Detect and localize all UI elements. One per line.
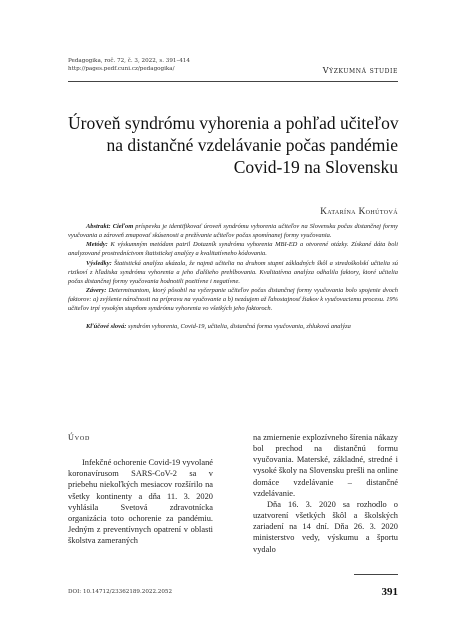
conclusions-label: Závery: — [86, 287, 107, 295]
author-name: Katarína Kohútová — [320, 206, 398, 216]
title-line-3: Covid-19 na Slovensku — [233, 157, 398, 177]
page-header — [68, 57, 398, 87]
page-number: 391 — [381, 586, 398, 598]
journal-url[interactable]: http://pages.pedf.cuni.cz/pedagogika/ — [68, 66, 175, 72]
section-heading-uvod: Úvod — [68, 433, 91, 442]
body-paragraph: Infekčné ochorenie Covid-19 vyvolané koronavírusom SARS-CoV-2 sa v priebehu niekoľkých mesiacov rozšírilo na všetky kontinenty a dňa 11. 3. 2020 vyhlásila Svetová zdravotnícka organizácia toto ochorenie za pandémiu. Jedným z preventívnych opatrení v oblasti školstva zameraných — [68, 458, 213, 546]
header-rule — [68, 81, 398, 82]
abstract-conclusions — [68, 286, 398, 313]
body-column-right — [253, 432, 398, 555]
methods-text: K výskumným metódam patril Dotazník syndrómu vyhorenia MBI-ED a otvorené otázky. Získané dáta boli analyzované prostredníctvom štatistickej analýzy a kvalitatívneho kódovania. — [68, 241, 398, 258]
body-column-left — [68, 432, 213, 546]
keywords-text: syndróm vyhorenia, Covid-19, učitelia, distančná forma vyučovania, zhluková analýza — [126, 322, 351, 330]
abstract-aim — [68, 222, 398, 240]
aim-label: Cieľom — [112, 223, 134, 230]
methods-label: Metódy: — [86, 241, 108, 249]
conclusions-text: Determinantom, ktorý pôsobil na vyčerpanie učiteľov počas distančnej formy vyučovania bolo spojenie dvoch faktorov: a) zvýšenie náročnosti na prípravu na vyučovanie a b) nezáujem až ľahostajnosť žiakov k vyučovaciemu procesu. 19% učiteľov trpí vysokým stupňom syndrómu vyhorenia vo všetkých jeho faktoroch. — [68, 287, 398, 313]
article-title — [68, 112, 398, 178]
journal-citation: Pedagogika, roč. 72, č. 3, 2022, s. 391–414 — [68, 58, 190, 64]
page-footer — [68, 582, 398, 612]
abstract-methods — [68, 240, 398, 258]
doi: DOI: 10.14712/23362189.2022.2052 — [68, 589, 173, 595]
aim-text: príspevku je identifikovať úroveň syndrómu vyhorenia učiteľov na Slovensku počas distančnej formy vyučovania a zároveň zmapovať skúsenosti a prežívanie učiteľov počas spomínanej formy vyučovania. — [68, 223, 399, 240]
body-paragraph: na zmiernenie explozívneho šírenia nákazy bol prechod na distančnú formu vyučovania. Materské, základné, stredné i vysoké školy na Slovensku prešli na online domácе vzdelávanie – distančné vzdelávanie. — [253, 433, 398, 498]
abstract-label: Abstrakt: — [86, 223, 111, 230]
abstract-results — [68, 259, 398, 286]
keywords — [68, 322, 398, 331]
body-paragraph: Dňa 16. 3. 2020 sa rozhodlo o uzatvorení všetkých škôl a školských zariadení na 14 dní. Dňa 26. 3. 2020 ministerstvo vedy, výskumu a športu vydalo — [253, 499, 398, 554]
abstract-block — [68, 222, 398, 331]
results-text: Štatistická analýza ukázala, že najmä učitelia na druhom stupni základných škôl a stredoškolskí učitelia sú rizikoví z hľadiska syndrómu vyhorenia a jeho ďalšieho prehlbovania. Kvalitatívna analýza odhalila faktory, ktoré učitelia počas distančnej formy vyučovania hodnotili pozitívne i negatívne. — [68, 259, 398, 285]
title-line-2: na distančné vzdelávanie počas pandémie — [106, 135, 398, 155]
keywords-label: Kľúčové slová: — [86, 322, 127, 330]
results-label: Výsledky: — [86, 259, 112, 267]
section-label: Výzkumná studie — [322, 66, 398, 75]
title-line-1: Úroveň syndrómu vyhorenia a pohľad učiteľov — [68, 113, 399, 133]
